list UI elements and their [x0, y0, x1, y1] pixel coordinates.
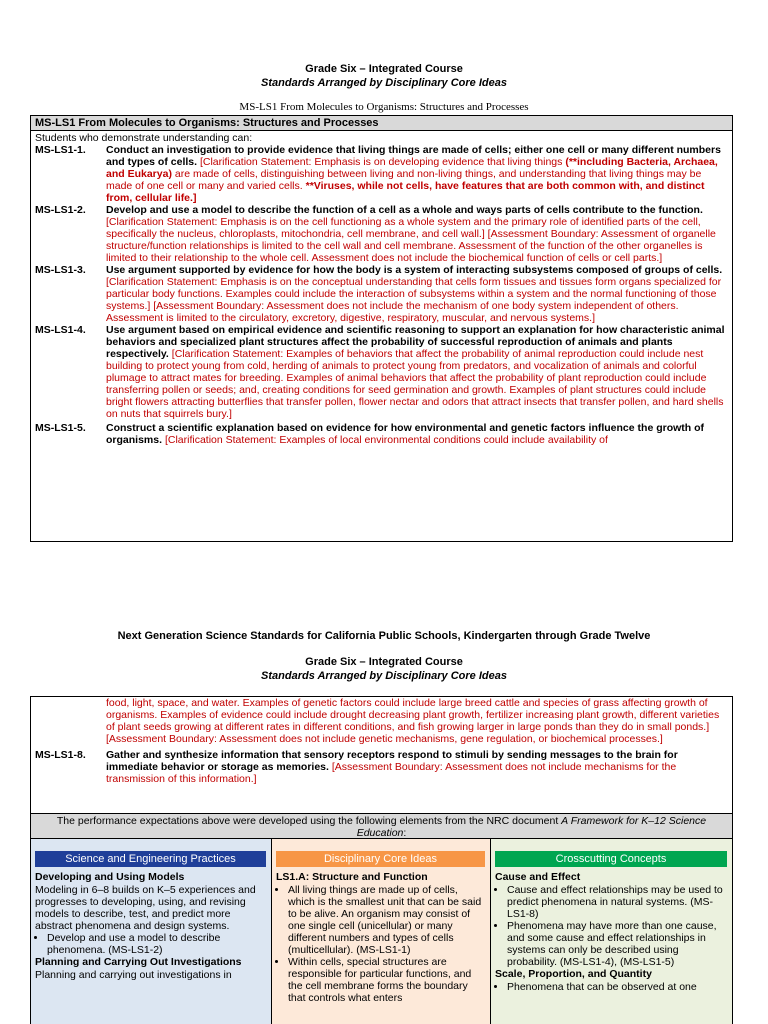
list-item: • Within cells, special structures are responsible for particular functions, and the cell membrane forms the boundary that controls what enters: [288, 956, 485, 1004]
note-end: :: [403, 827, 407, 838]
foundation-columns: [30, 838, 733, 1024]
sep-subheading: Planning and Carrying Out Investigations: [35, 956, 242, 968]
ccc-subheading: Cause and Effect: [495, 871, 581, 883]
performance-expectation: [35, 144, 728, 204]
performance-expectation: [35, 422, 728, 446]
disciplinary-core-ideas-column: [272, 839, 491, 1024]
clarification-text: [Clarification Statement: Emphasis is on the cell functioning as a whole system and the primary role of identified parts of the cell, specifically the nucleus, chloroplasts, mitochondria, cell membrane, and cell wall.] [Assessment Boundary: Assessment of organelle structure/function relationships is limited to the cell wall and cell membrane. Assessment of the function of the other organelles is limited to their relationship to the whole cell. Assessment does not include the biochemical function of cells or cell parts.]: [106, 216, 716, 264]
note-text: The performance expectations above were developed using the following elements from the NRC document: [56, 815, 562, 827]
intro-text: Students who demonstrate understanding can:: [35, 132, 253, 144]
clarification-bold: (**including Bacteria, Archaea, and Eukarya): [106, 156, 718, 180]
clarification-text: [Clarification Statement: Examples of local environmental conditions could include availability of: [162, 434, 608, 446]
ccc-heading: Crosscutting Concepts: [495, 851, 727, 867]
science-engineering-practices-column: [31, 839, 272, 1024]
performance-expectation: [35, 264, 728, 324]
table-body: [31, 697, 732, 785]
pe-code: MS-LS1-8.: [35, 749, 86, 761]
crosscutting-concepts-column: [491, 839, 732, 1024]
pe-statement: Construct a scientific explanation based on evidence for how environmental and genetic factors influence the growth of organisms.: [106, 422, 705, 446]
pe-statement: Conduct an investigation to provide evidence that living things are made of cells; either one cell or many different numbers and types of cells.: [106, 144, 721, 168]
clarification-bold: **Viruses, while not cells, have features that are both common with, and distinct from, cellular life.]: [106, 180, 705, 204]
ccc-list: [495, 981, 727, 993]
dci-heading: Disciplinary Core Ideas: [276, 851, 485, 867]
clarification-text: [Clarification Statement: Examples of behaviors that affect the probability of animal reproduction could include nest building to protect young from cold, herding of animals to protect young from predators, and vocalization of animals and colorful plumage to attract mates for breeding. Examples of animal behaviors that affect the probability of plant reproduction could include transferring pollen or seeds; and, creating conditions for seed germination and growth. Examples of plant structures could include bright flowers attracting butterflies that transfer pollen, flower nectar and odors that attract insects that transfer pollen, and hard shells on nuts that squirrels bury.]: [106, 348, 724, 420]
standards-table-continued: [30, 696, 733, 838]
sep-paragraph: Modeling in 6–8 builds on K–5 experiences and progresses to developing, using, and revising models to describe, test, and predict more abstract phenomena and design systems.: [35, 884, 256, 932]
table-title: MS-LS1 From Molecules to Organisms: Structures and Processes: [31, 116, 732, 131]
sep-heading: Science and Engineering Practices: [35, 851, 266, 867]
pe-code: MS-LS1-2.: [35, 204, 86, 216]
pe-code: MS-LS1-4.: [35, 324, 86, 336]
document-footer-title: Next Generation Science Standards for California Public Schools, Kindergarten through Grade Twelve: [117, 630, 651, 642]
list-item: • All living things are made up of cells, which is the smallest unit that can be said to be alive. An organism may consist of one single cell (unicellular) or many different numbers and types of cells (multicellular). (MS-LS1-1): [288, 884, 485, 956]
sep-paragraph: Planning and carrying out investigations in: [35, 969, 232, 981]
note-document-title: A Framework for K–12 Science Education: [356, 815, 707, 838]
pe-code: MS-LS1-3.: [35, 264, 86, 276]
section-heading: MS-LS1 From Molecules to Organisms: Structures and Processes: [239, 101, 529, 113]
sep-list: [35, 932, 266, 956]
clarification-text: are made of cells, distinguishing between living and non-living things, and understanding that living things may be made of one cell or many and varied cells.: [106, 168, 702, 192]
list-item: • Develop and use a model to describe phenomena. (MS-LS1-2): [47, 932, 266, 956]
table-body: [31, 131, 732, 446]
pe-statement: Develop and use a model to describe the function of a cell as a whole and ways parts of cells contribute to the function.: [106, 204, 703, 216]
pe-statement: Gather and synthesize information that sensory receptors respond to stimuli by sending messages to the brain for immediate behavior or storage as memories.: [106, 749, 678, 773]
pe-statement: Use argument supported by evidence for how the body is a system of interacting subsystems composed of groups of cells.: [106, 264, 723, 276]
page-subtitle: Standards Arranged by Disciplinary Core Ideas: [261, 670, 507, 682]
ccc-list: [495, 884, 727, 968]
clarification-text: [Clarification Statement: Emphasis is on the conceptual understanding that cells form tissues and tissues form organs specialized for particular body functions. Examples could include the interaction of subsystems within a system and the normal functioning of those systems.] [Assessment Boundary: Assessment does not include the mechanism of one body system independent of others. Assessment is limited to the circulatory, excretory, digestive, respiratory, muscular, and nervous systems.]: [106, 276, 722, 324]
performance-expectation: [35, 749, 728, 785]
standards-table: [30, 115, 733, 542]
page-title: Grade Six – Integrated Course: [305, 656, 463, 668]
page-title: Grade Six – Integrated Course: [305, 63, 463, 75]
performance-expectation: [35, 204, 728, 264]
list-item: • Phenomena that can be observed at one: [507, 981, 727, 993]
pe-code: MS-LS1-5.: [35, 422, 86, 434]
list-item: • Phenomena may have more than one cause, and some cause and effect relationships in systems can only be described using probability. (MS-LS1-4), (MS-LS1-5): [507, 920, 727, 968]
clarification-text: [Clarification Statement: Emphasis is on developing evidence that living things: [197, 156, 566, 168]
performance-expectation: [35, 324, 728, 420]
dci-subheading: LS1.A: Structure and Function: [276, 871, 428, 883]
ccc-subheading: Scale, Proportion, and Quantity: [495, 968, 652, 980]
pe-code: MS-LS1-1.: [35, 144, 86, 156]
sep-subheading: Developing and Using Models: [35, 871, 185, 883]
list-item: • Cause and effect relationships may be used to predict phenomena in natural systems. (MS-LS1-8): [507, 884, 727, 920]
dci-list: [276, 884, 485, 1004]
clarification-continued: food, light, space, and water. Examples of genetic factors could include large breed cattle and species of grass affecting growth of organisms. Examples of evidence could include drought decreasing plant growth, fertilizer increasing plant growth, different varieties of plant seeds growing at different rates in different conditions, and fish growing larger in large ponds than they do in small ponds.] [Assessment Boundary: Assessment does not include genetic mechanisms, gene regulation, or biochemical processes.]: [106, 697, 720, 745]
clarification-text: [Assessment Boundary: Assessment does not include mechanisms for the transmission of this information.]: [106, 761, 677, 785]
framework-note: [31, 813, 732, 838]
page-subtitle: Standards Arranged by Disciplinary Core Ideas: [261, 77, 507, 89]
pe-statement: Use argument based on empirical evidence and scientific reasoning to support an explanation for how characteristic animal behaviors and specialized plant structures affect the probability of successful reproduction of animals and plants respectively.: [106, 324, 725, 360]
